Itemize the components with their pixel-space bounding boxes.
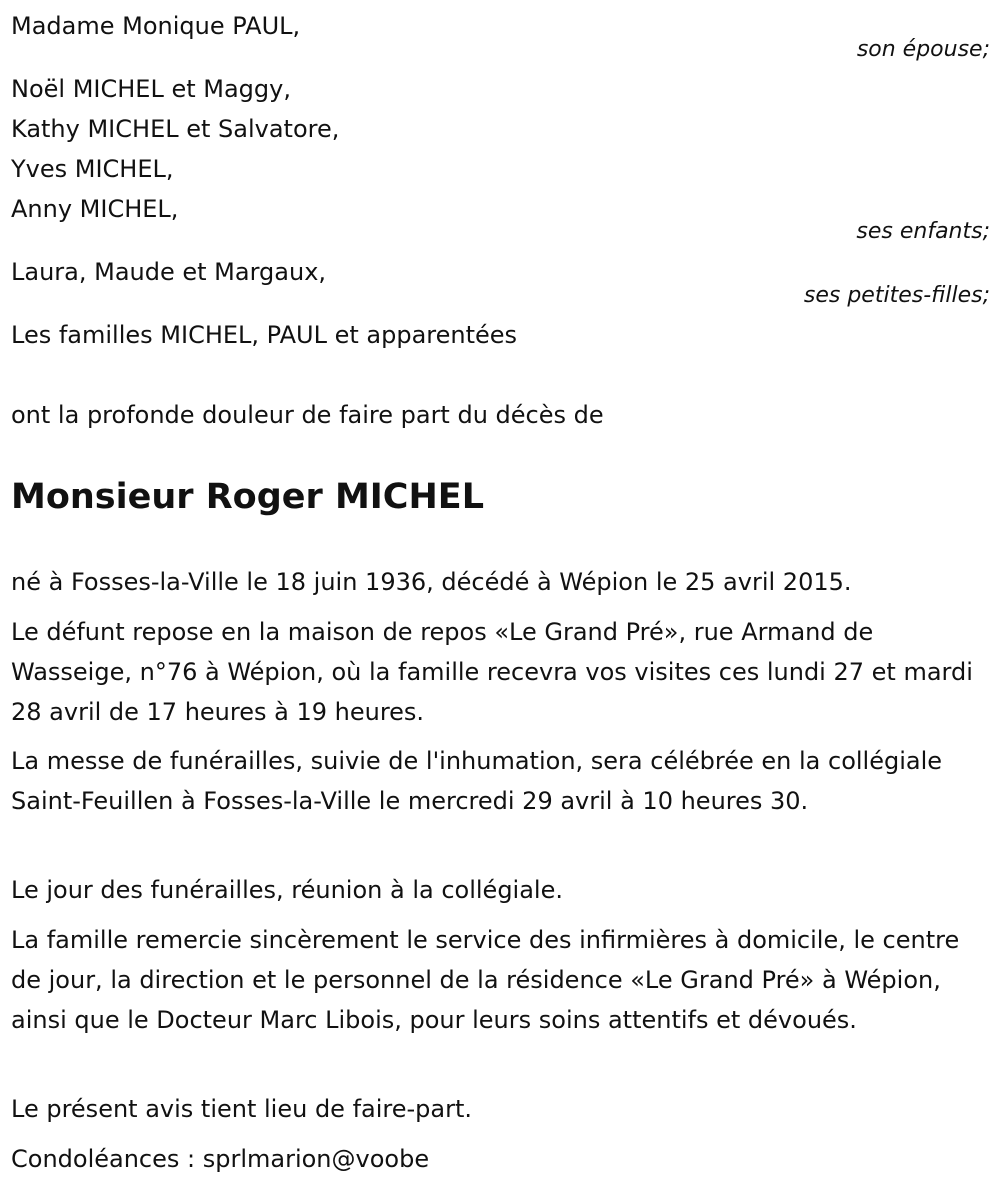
child-name: Kathy MICHEL et Salvatore, [11, 115, 340, 143]
extended-families: Les familles MICHEL, PAUL et apparentées [11, 321, 518, 349]
condolences-paragraph: Condoléances : sprlmarion@voobe [11, 1145, 430, 1173]
grandchildren-role: ses petites-filles; [803, 283, 990, 308]
birth-death-paragraph: né à Fosses-la-Ville le 18 juin 1936, décédé à Wépion le 25 avril 2015. [11, 568, 852, 596]
children-role: ses enfants; [856, 219, 990, 244]
spouse-name: Madame Monique PAUL, [11, 12, 301, 40]
announcement-text: ont la profonde douleur de faire part du décès de [11, 401, 604, 429]
visitation-paragraph: Le défunt repose en la maison de repos «Le Grand Pré», rue Armand de Wasseige, n°76 à Wépion, où la famille recevra vos visites ces lundi 27 et mardi 28 avril de 17 heures à 19 heures. [11, 618, 973, 726]
child-name: Anny MICHEL, [11, 195, 179, 223]
grandchildren-names: Laura, Maude et Margaux, [11, 258, 327, 286]
child-name: Noël MICHEL et Maggy, [11, 75, 291, 103]
deceased-name: Monsieur Roger MICHEL [11, 477, 484, 517]
funeral-paragraph: La messe de funérailles, suivie de l'inhumation, sera célébrée en la collégiale Saint-Feuillen à Fosses-la-Ville le mercredi 29 avril à 10 heures 30. [11, 747, 943, 815]
gathering-paragraph: Le jour des funérailles, réunion à la collégiale. [11, 876, 563, 904]
thanks-paragraph: La famille remercie sincèrement le service des infirmières à domicile, le centre de jour, la direction et le personnel de la résidence «Le Grand Pré» à Wépion, ainsi que le Docteur Marc Libois, pour leurs soins attentifs et dévoués. [11, 926, 960, 1034]
child-name: Yves MICHEL, [11, 155, 174, 183]
notice-paragraph: Le présent avis tient lieu de faire-part. [11, 1095, 473, 1123]
spouse-role: son épouse; [856, 37, 990, 62]
